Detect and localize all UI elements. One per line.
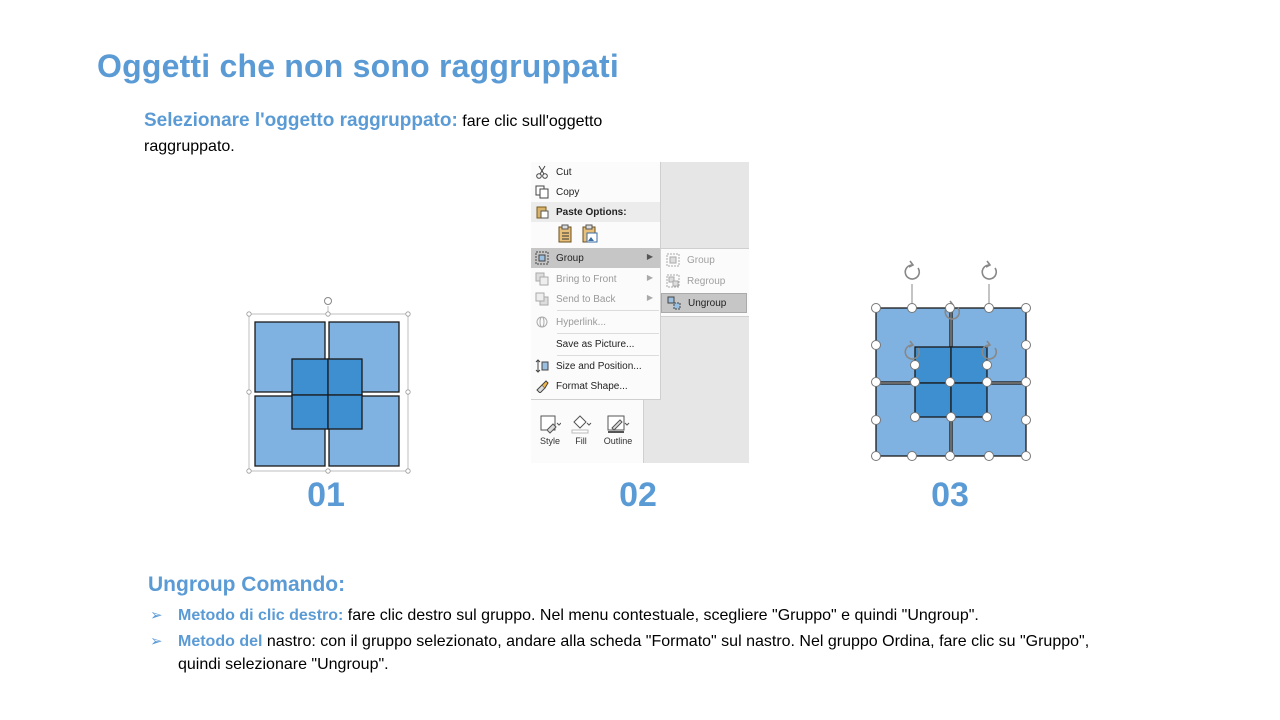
paste-keep-format-icon[interactable] [557,224,575,247]
menu-item-format-shape[interactable]: Format Shape... [531,376,660,396]
ungroup-methods [150,604,1110,679]
grouped-shapes-figure[interactable] [240,290,420,480]
arrow-bullet-icon: ➢ [150,607,163,624]
hyperlink-icon [533,315,551,329]
size-position-icon [533,359,551,373]
submenu-arrow-icon: ▶ [646,252,653,261]
submenu-arrow-icon: ▶ [646,273,653,282]
format-shape-icon [533,379,551,393]
menu-item-cut[interactable]: Cut [531,162,660,182]
scissors-icon [533,165,551,179]
paste-icon [533,205,551,219]
subtitle-text: fare clic sull'oggetto raggruppato. [144,113,603,155]
paste-option-buttons [557,224,599,247]
step-number-03: 03 [931,476,969,514]
ribbon-outline-button[interactable]: Outline [601,412,635,446]
submenu-item-regroup[interactable]: Regroup [661,271,747,291]
menu-item-paste-options: Paste Options: [531,202,660,222]
subtitle-lead: Selezionare l'oggetto raggruppato: [144,110,458,131]
bring-to-front-icon [533,272,551,286]
outline-pen-icon [601,412,635,436]
menu-item-size-and-position[interactable]: Size and Position... [531,356,660,376]
menu-item-send-to-back[interactable]: Send to Back ▶ [531,289,660,309]
menu-item-hyperlink[interactable]: Hyperlink... [531,312,660,332]
group-submenu [660,248,749,317]
send-to-back-icon [533,292,551,306]
step-number-01: 01 [307,476,345,514]
fill-bucket-icon [564,412,598,436]
style-icon [533,412,567,436]
step-number-02: 02 [619,476,657,514]
menu-separator [557,310,659,311]
slide-title: Oggetti che non sono raggruppati [97,48,619,84]
arrow-bullet-icon: ➢ [150,633,163,650]
method-right-click: ➢ Metodo di clic destro: fare clic destro sul gruppo. Nel menu contestuale, scegliere "Gruppo" e quindi "Ungroup". [150,604,1110,627]
regroup-icon [665,274,681,288]
submenu-arrow-icon: ▶ [646,293,653,302]
context-menu-screenshot [531,162,749,463]
slide-subtitle [144,108,684,159]
paste-picture-icon[interactable] [581,224,599,247]
menu-item-group[interactable]: Group ▶ [531,248,660,268]
mini-toolbar [531,400,644,463]
ungroup-icon [666,296,682,310]
submenu-item-ungroup[interactable]: Ungroup [661,293,747,313]
copy-icon [533,185,551,199]
group-icon [665,253,681,267]
menu-item-copy[interactable]: Copy [531,182,660,202]
ungroup-heading: Ungroup Comando: [148,573,346,596]
submenu-item-group[interactable]: Group [661,250,747,270]
group-icon [533,251,551,265]
ungrouped-shapes-figure[interactable] [862,258,1042,468]
ribbon-fill-button[interactable]: Fill [564,412,598,446]
method-ribbon: ➢ Metodo del nastro: con il gruppo selezionato, andare alla scheda "Formato" sul nastro. Nel gruppo Ordina, fare clic su "Gruppo", quindi selezionare "Ungroup". [150,630,1110,676]
menu-item-save-as-picture[interactable]: Save as Picture... [556,338,635,350]
ribbon-style-button[interactable]: Style [533,412,567,446]
context-menu [531,162,661,400]
menu-item-bring-to-front[interactable]: Bring to Front ▶ [531,269,660,289]
